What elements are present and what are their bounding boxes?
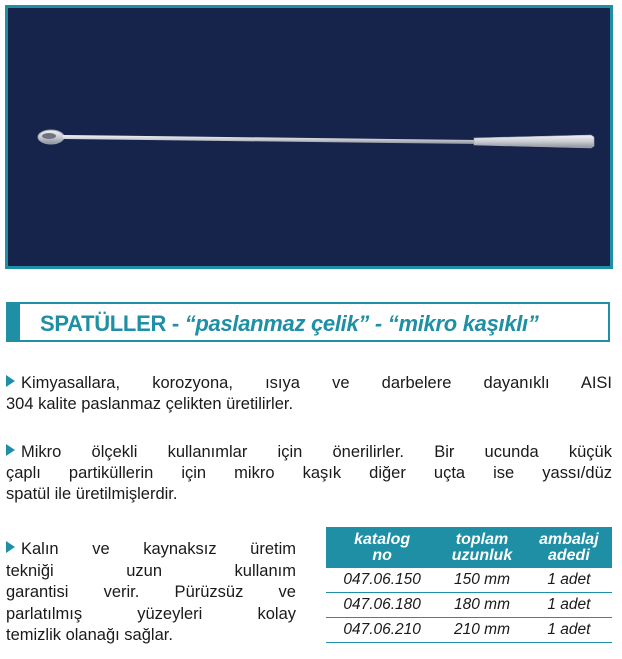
spatula-illustration [8,8,610,266]
cell-length: 150 mm [438,568,525,593]
section-title [40,311,539,337]
header-package-qty: ambalaj adedi [526,527,612,568]
paragraph-2-line-3: spatül ile üretilmişlerdir. [6,485,178,503]
table-row [326,568,612,593]
paragraph-3-line-2: tekniği uzun kullanım [6,561,296,580]
product-spec-table [326,527,612,643]
chevron-right-icon [6,444,15,456]
paragraph-1-line-2: 304 kalite paslanmaz çelikten üretilirler. [6,395,294,413]
header-catalog-no: katalog no [326,527,438,568]
title-subtitle: “paslanmaz çelik” - “mikro kaşıklı” [184,311,539,336]
paragraph-3-line-3: garantisi verir. Pürüzsüz ve [6,583,296,601]
paragraph-3-line-4: parlatılmış yüzeyleri kolay [6,604,296,623]
feature-paragraph-1 [6,373,612,415]
feature-paragraph-2 [6,442,612,505]
paragraph-3-line-1: Kalın ve kaynaksız üretim [21,540,296,558]
cell-catalog-no: 047.06.180 [326,593,438,618]
cell-catalog-no: 047.06.210 [326,618,438,643]
cell-length: 210 mm [438,618,525,643]
header-total-length: toplam uzunluk [438,527,525,568]
paragraph-2-line-1: Mikro ölçekli kullanımlar için önerilirler. Bir ucunda küçük [21,443,612,461]
spatula-blade [474,135,594,148]
table-row [326,618,612,643]
paragraph-3-line-5: temizlik olanağı sağlar. [6,626,173,644]
chevron-right-icon [6,375,15,387]
section-title-bar [6,302,610,342]
product-photo [5,5,613,269]
table-header-row [326,527,612,568]
cell-catalog-no: 047.06.150 [326,568,438,593]
cell-length: 180 mm [438,593,525,618]
title-main: SPATÜLLER - [40,311,185,336]
spatula-rod [63,135,478,144]
table-row [326,593,612,618]
cell-quantity: 1 adet [526,618,612,643]
paragraph-1-line-1: Kimyasallara, korozyona, ısıya ve darbelere dayanıklı AISI [21,374,612,392]
feature-paragraph-3 [6,539,296,647]
cell-quantity: 1 adet [526,568,612,593]
chevron-right-icon [6,541,15,553]
paragraph-2-line-2: çaplı partiküllerin için mikro kaşık diğer uçta ise yassı/düz [6,464,612,482]
cell-quantity: 1 adet [526,593,612,618]
